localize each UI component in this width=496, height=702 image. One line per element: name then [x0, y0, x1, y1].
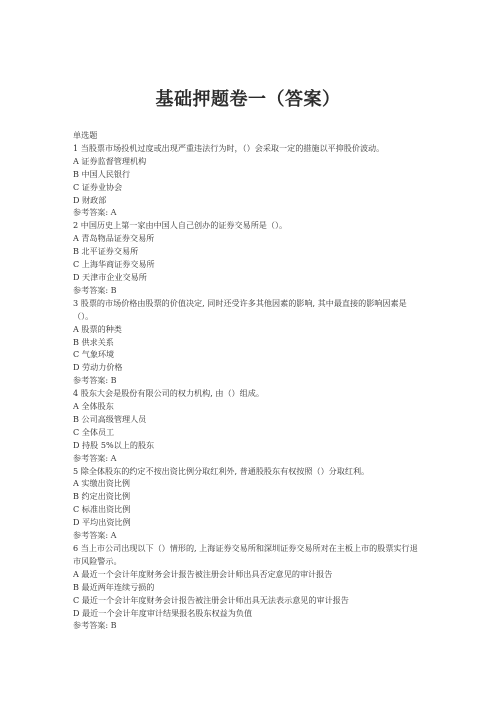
reference-answer: 参考答案: B	[73, 620, 117, 631]
option-a: A 全体股东	[73, 401, 114, 412]
option-c: C 最近一个会计年度财务会计报告被注册会计师出具无法表示意见的审计报告	[73, 594, 349, 605]
option-a: A 股票的种类	[73, 323, 122, 334]
reference-answer: 参考答案: A	[73, 207, 117, 218]
reference-answer: 参考答案: A	[73, 530, 117, 541]
question-text: 4 股东大会是股份有限公司的权力机构, 由（）组成。	[73, 388, 264, 399]
reference-answer: 参考答案: B	[73, 375, 117, 386]
reference-answer: 参考答案: A	[73, 452, 117, 463]
option-a: A 实缴出资比例	[73, 478, 130, 489]
option-b: B 约定出资比例	[73, 491, 131, 502]
option-d: D 财政部	[73, 194, 107, 205]
option-b: B 公司高级管理人员	[73, 413, 147, 424]
question-text: 5 除全体股东的约定不按出资比例分取红利外, 普通股股东有权按照（）分取红利。	[73, 465, 370, 476]
option-c: C 气象环境	[73, 349, 115, 360]
option-a: A 青岛物品证券交易所	[73, 233, 155, 244]
option-b: B 供求关系	[73, 336, 114, 347]
option-d: D 天津市企业交易所	[73, 271, 147, 282]
option-c: C 上海华商证券交易所	[73, 259, 155, 270]
option-d: D 最近一个会计年度审计结果报名股东权益为负值	[73, 607, 253, 618]
question-text: 2 中国历史上第一家由中国人自己创办的证券交易所是（）。	[73, 220, 288, 231]
section-label: 单选题	[73, 130, 98, 140]
question-text: 1 当股票市场投机过度或出现严重违法行为时，（）会采取一定的措施以平抑股价波动。	[73, 142, 385, 153]
question-list	[73, 129, 425, 632]
option-a: A 最近一个会计年度财务会计报告被注册会计师出具否定意见的审计报告	[73, 568, 333, 579]
option-c: C 证券业协会	[73, 181, 123, 192]
option-d: D 平均出资比例	[73, 517, 131, 528]
question-text: 3 股票的市场价格由股票的价值决定, 同时还受许多其他因素的影响, 其中最直接的影响因素是（）。	[73, 297, 407, 321]
option-b: B 北平证券交易所	[73, 246, 139, 257]
option-c: C 全体员工	[73, 426, 115, 437]
option-a: A 证券监督管理机构	[73, 155, 147, 166]
reference-answer: 参考答案: B	[73, 284, 117, 295]
option-d: D 持股 5%以上的股东	[73, 439, 155, 450]
option-d: D 劳动力价格	[73, 362, 123, 373]
document-title: 基础押题卷一（答案）	[155, 89, 341, 110]
option-b: B 最近两年连续亏损的	[73, 581, 155, 592]
option-c: C 标准出资比例	[73, 504, 131, 515]
option-b: B 中国人民银行	[73, 168, 131, 179]
question-text: 6 当上市公司出现以下（）情形的, 上海证券交易所和深圳证券交易所对在主板上市的股票实行退市风险警示。	[73, 543, 418, 566]
